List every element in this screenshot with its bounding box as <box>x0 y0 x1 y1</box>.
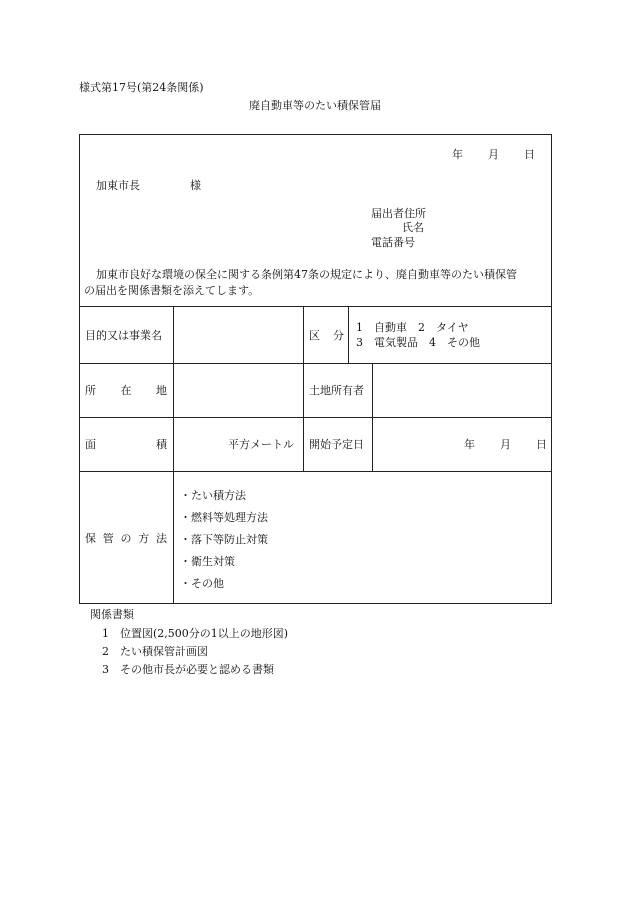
date-year: 年 <box>452 148 463 161</box>
applicant-phone-label: 電話番号 <box>371 236 415 249</box>
form-number: 様式第17号(第24条関係) <box>79 81 204 94</box>
category-option-line2: 3 電気製品 4 その他 <box>356 336 480 349</box>
start-month: 月 <box>500 438 511 451</box>
col-divider-1 <box>173 306 174 604</box>
category-options <box>356 320 480 350</box>
applicant-address-label: 届出者住所 <box>371 207 426 220</box>
purpose-label: 目的又は事業名 <box>85 328 162 342</box>
list-item: ・たい積方法 <box>180 489 246 502</box>
form-title: 廃自動車等のたい積保管届 <box>249 99 381 112</box>
col-divider-3a <box>348 306 349 363</box>
related-docs-heading: 関係書類 <box>90 608 134 621</box>
landowner-label: 土地所有者 <box>309 384 364 397</box>
location-label: 所 在 地 <box>85 384 167 397</box>
category-option-line1: 1 自動車 2 タイヤ <box>356 321 469 334</box>
body-text-line1: 加東市良好な環境の保全に関する条例第47条の規定により、廃自動車等のたい積保管 <box>96 268 517 281</box>
body-text-line2: の届出を関係書類を添えてします。 <box>84 284 260 297</box>
related-doc-item: 2 たい積保管計画図 <box>102 645 208 658</box>
addressee: 加東市長 <box>96 179 140 192</box>
start-year: 年 <box>464 438 475 451</box>
start-date-label: 開始予定日 <box>309 438 364 451</box>
col-divider-3b <box>372 363 373 471</box>
date-month: 月 <box>488 148 499 161</box>
addressee-suffix: 様 <box>190 179 201 192</box>
list-item: ・衛生対策 <box>180 555 235 568</box>
area-label: 面 積 <box>85 438 167 451</box>
applicant-name-label: 氏名 <box>402 221 424 234</box>
storage-method-list <box>180 485 268 595</box>
list-item: ・その他 <box>180 577 224 590</box>
start-day: 日 <box>536 438 547 451</box>
list-item: ・落下等防止対策 <box>180 533 268 546</box>
category-label: 区 分 <box>309 328 344 342</box>
area-unit: 平方メートル <box>228 438 294 451</box>
storage-method-label: 保 管 の 方 法 <box>85 531 167 545</box>
list-item: ・燃料等処理方法 <box>180 511 268 524</box>
related-doc-item: 1 位置図(2,500分の1以上の地形図) <box>102 627 289 640</box>
date-day: 日 <box>524 148 535 161</box>
related-doc-item: 3 その他市長が必要と認める書類 <box>102 663 274 676</box>
